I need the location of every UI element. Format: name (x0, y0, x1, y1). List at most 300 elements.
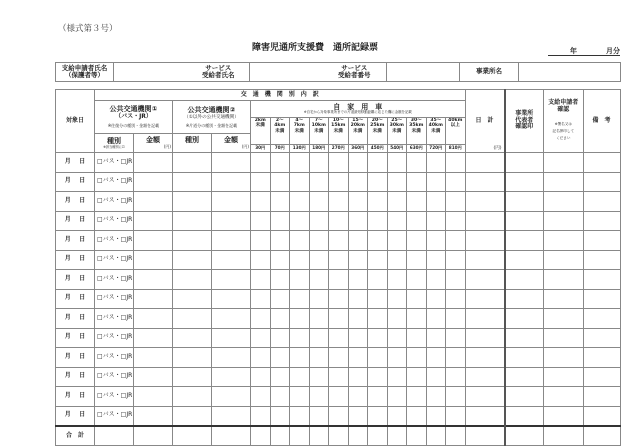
recipient-name-field[interactable] (250, 63, 323, 82)
entry-cell[interactable] (212, 328, 251, 348)
entry-cell[interactable] (465, 250, 505, 270)
entry-cell[interactable] (465, 211, 505, 231)
entry-cell[interactable] (348, 211, 368, 231)
entry-cell[interactable] (544, 250, 584, 270)
date-cell[interactable] (56, 172, 95, 192)
entry-cell[interactable] (544, 153, 584, 173)
entry-cell[interactable] (583, 231, 620, 251)
entry-cell[interactable] (329, 192, 349, 212)
entry-cell[interactable] (446, 289, 466, 309)
entry-cell[interactable] (329, 367, 349, 387)
entry-cell[interactable] (387, 270, 407, 290)
total-cell[interactable] (407, 426, 427, 446)
entry-cell[interactable] (173, 406, 212, 426)
transport-kind-checkboxes[interactable]: □バス・□JR (95, 250, 134, 270)
entry-cell[interactable] (309, 328, 329, 348)
entry-cell[interactable] (465, 192, 505, 212)
total-cell[interactable] (348, 426, 368, 446)
entry-cell[interactable] (270, 309, 290, 329)
entry-cell[interactable] (212, 309, 251, 329)
transport-kind-checkboxes[interactable]: □バス・□JR (95, 289, 134, 309)
entry-cell[interactable] (407, 289, 427, 309)
entry-cell[interactable] (426, 153, 446, 173)
entry-cell[interactable] (270, 367, 290, 387)
entry-cell[interactable] (329, 250, 349, 270)
entry-cell[interactable] (270, 211, 290, 231)
entry-cell[interactable] (309, 309, 329, 329)
date-cell[interactable] (56, 231, 95, 251)
date-cell[interactable] (56, 367, 95, 387)
entry-cell[interactable] (251, 172, 271, 192)
entry-cell[interactable] (134, 270, 173, 290)
date-cell[interactable] (56, 211, 95, 231)
entry-cell[interactable] (583, 289, 620, 309)
entry-cell[interactable] (407, 231, 427, 251)
entry-cell[interactable] (348, 172, 368, 192)
entry-cell[interactable] (387, 406, 407, 426)
entry-cell[interactable] (348, 406, 368, 426)
entry-cell[interactable] (309, 289, 329, 309)
entry-cell[interactable] (583, 211, 620, 231)
transport-kind-checkboxes[interactable]: □バス・□JR (95, 406, 134, 426)
date-cell[interactable] (56, 406, 95, 426)
entry-cell[interactable] (426, 211, 446, 231)
entry-cell[interactable] (309, 192, 329, 212)
entry-cell[interactable] (407, 270, 427, 290)
entry-cell[interactable] (270, 231, 290, 251)
entry-cell[interactable] (368, 231, 388, 251)
entry-cell[interactable] (544, 406, 584, 426)
entry-cell[interactable] (368, 367, 388, 387)
entry-cell[interactable] (270, 348, 290, 368)
entry-cell[interactable] (251, 153, 271, 173)
entry-cell[interactable] (465, 231, 505, 251)
entry-cell[interactable] (426, 172, 446, 192)
entry-cell[interactable] (348, 348, 368, 368)
total-cell[interactable] (583, 426, 620, 446)
entry-cell[interactable] (426, 328, 446, 348)
total-cell[interactable] (290, 426, 310, 446)
entry-cell[interactable] (270, 270, 290, 290)
applicant-name-field[interactable] (114, 63, 188, 82)
entry-cell[interactable] (387, 387, 407, 407)
entry-cell[interactable] (583, 406, 620, 426)
entry-cell[interactable] (251, 348, 271, 368)
entry-cell[interactable] (446, 231, 466, 251)
entry-cell[interactable] (290, 289, 310, 309)
entry-cell[interactable] (426, 406, 446, 426)
entry-cell[interactable] (544, 348, 584, 368)
transport-kind-checkboxes[interactable]: □バス・□JR (95, 192, 134, 212)
entry-cell[interactable] (270, 328, 290, 348)
entry-cell[interactable] (309, 231, 329, 251)
entry-cell[interactable] (446, 309, 466, 329)
total-cell[interactable] (426, 426, 446, 446)
entry-cell[interactable] (446, 270, 466, 290)
entry-cell[interactable] (368, 328, 388, 348)
entry-cell[interactable] (544, 289, 584, 309)
entry-cell[interactable] (583, 309, 620, 329)
entry-cell[interactable] (544, 387, 584, 407)
total-cell[interactable] (270, 426, 290, 446)
entry-cell[interactable] (446, 348, 466, 368)
entry-cell[interactable] (446, 153, 466, 173)
entry-cell[interactable] (387, 309, 407, 329)
entry-cell[interactable] (505, 348, 544, 368)
transport-kind-checkboxes[interactable]: □バス・□JR (95, 270, 134, 290)
entry-cell[interactable] (387, 348, 407, 368)
entry-cell[interactable] (251, 211, 271, 231)
entry-cell[interactable] (173, 153, 212, 173)
entry-cell[interactable] (348, 328, 368, 348)
entry-cell[interactable] (348, 309, 368, 329)
entry-cell[interactable] (387, 153, 407, 173)
transport-kind-checkboxes[interactable]: □バス・□JR (95, 172, 134, 192)
entry-cell[interactable] (446, 211, 466, 231)
entry-cell[interactable] (329, 309, 349, 329)
total-cell[interactable] (505, 426, 544, 446)
entry-cell[interactable] (426, 387, 446, 407)
date-cell[interactable] (56, 328, 95, 348)
entry-cell[interactable] (465, 289, 505, 309)
entry-cell[interactable] (387, 231, 407, 251)
entry-cell[interactable] (583, 387, 620, 407)
entry-cell[interactable] (407, 211, 427, 231)
entry-cell[interactable] (290, 250, 310, 270)
transport-kind-checkboxes[interactable]: □バス・□JR (95, 367, 134, 387)
entry-cell[interactable] (407, 387, 427, 407)
entry-cell[interactable] (505, 172, 544, 192)
entry-cell[interactable] (465, 328, 505, 348)
entry-cell[interactable] (505, 328, 544, 348)
entry-cell[interactable] (407, 406, 427, 426)
entry-cell[interactable] (387, 328, 407, 348)
entry-cell[interactable] (309, 367, 329, 387)
entry-cell[interactable] (173, 328, 212, 348)
entry-cell[interactable] (387, 289, 407, 309)
entry-cell[interactable] (465, 367, 505, 387)
entry-cell[interactable] (368, 172, 388, 192)
entry-cell[interactable] (309, 172, 329, 192)
entry-cell[interactable] (387, 192, 407, 212)
entry-cell[interactable] (426, 250, 446, 270)
entry-cell[interactable] (212, 387, 251, 407)
date-cell[interactable] (56, 348, 95, 368)
entry-cell[interactable] (309, 250, 329, 270)
entry-cell[interactable] (544, 231, 584, 251)
entry-cell[interactable] (544, 211, 584, 231)
total-cell[interactable] (465, 426, 505, 446)
entry-cell[interactable] (446, 192, 466, 212)
entry-cell[interactable] (212, 367, 251, 387)
entry-cell[interactable] (348, 250, 368, 270)
date-cell[interactable] (56, 153, 95, 173)
entry-cell[interactable] (387, 211, 407, 231)
entry-cell[interactable] (426, 367, 446, 387)
entry-cell[interactable] (290, 172, 310, 192)
entry-cell[interactable] (426, 192, 446, 212)
entry-cell[interactable] (134, 367, 173, 387)
entry-cell[interactable] (134, 211, 173, 231)
entry-cell[interactable] (544, 367, 584, 387)
entry-cell[interactable] (212, 211, 251, 231)
entry-cell[interactable] (426, 270, 446, 290)
entry-cell[interactable] (505, 406, 544, 426)
date-cell[interactable] (56, 250, 95, 270)
entry-cell[interactable] (329, 387, 349, 407)
entry-cell[interactable] (583, 328, 620, 348)
entry-cell[interactable] (134, 192, 173, 212)
total-cell[interactable] (251, 426, 271, 446)
entry-cell[interactable] (251, 367, 271, 387)
date-cell[interactable] (56, 289, 95, 309)
entry-cell[interactable] (212, 172, 251, 192)
entry-cell[interactable] (446, 328, 466, 348)
entry-cell[interactable] (329, 348, 349, 368)
entry-cell[interactable] (173, 270, 212, 290)
total-cell[interactable] (212, 426, 251, 446)
entry-cell[interactable] (348, 270, 368, 290)
entry-cell[interactable] (368, 348, 388, 368)
transport-kind-checkboxes[interactable]: □バス・□JR (95, 309, 134, 329)
entry-cell[interactable] (465, 348, 505, 368)
entry-cell[interactable] (251, 289, 271, 309)
entry-cell[interactable] (505, 250, 544, 270)
date-cell[interactable] (56, 309, 95, 329)
entry-cell[interactable] (368, 153, 388, 173)
entry-cell[interactable] (290, 231, 310, 251)
transport-kind-checkboxes[interactable]: □バス・□JR (95, 211, 134, 231)
entry-cell[interactable] (309, 153, 329, 173)
entry-cell[interactable] (212, 270, 251, 290)
entry-cell[interactable] (290, 309, 310, 329)
entry-cell[interactable] (290, 387, 310, 407)
entry-cell[interactable] (212, 348, 251, 368)
entry-cell[interactable] (251, 328, 271, 348)
entry-cell[interactable] (505, 270, 544, 290)
entry-cell[interactable] (134, 406, 173, 426)
entry-cell[interactable] (270, 192, 290, 212)
entry-cell[interactable] (368, 270, 388, 290)
transport-kind-checkboxes[interactable]: □バス・□JR (95, 348, 134, 368)
entry-cell[interactable] (583, 192, 620, 212)
entry-cell[interactable] (407, 367, 427, 387)
entry-cell[interactable] (329, 153, 349, 173)
entry-cell[interactable] (251, 250, 271, 270)
entry-cell[interactable] (290, 211, 310, 231)
entry-cell[interactable] (270, 289, 290, 309)
entry-cell[interactable] (505, 309, 544, 329)
entry-cell[interactable] (446, 250, 466, 270)
entry-cell[interactable] (212, 153, 251, 173)
entry-cell[interactable] (173, 289, 212, 309)
total-cell[interactable] (368, 426, 388, 446)
year-month-field[interactable] (548, 46, 620, 56)
entry-cell[interactable] (348, 289, 368, 309)
entry-cell[interactable] (505, 192, 544, 212)
entry-cell[interactable] (368, 309, 388, 329)
entry-cell[interactable] (465, 406, 505, 426)
entry-cell[interactable] (446, 387, 466, 407)
entry-cell[interactable] (173, 250, 212, 270)
entry-cell[interactable] (426, 231, 446, 251)
recipient-number-field[interactable] (387, 63, 460, 82)
entry-cell[interactable] (290, 270, 310, 290)
entry-cell[interactable] (583, 172, 620, 192)
entry-cell[interactable] (465, 153, 505, 173)
date-cell[interactable] (56, 192, 95, 212)
entry-cell[interactable] (134, 328, 173, 348)
entry-cell[interactable] (290, 328, 310, 348)
date-cell[interactable] (56, 270, 95, 290)
transport-kind-checkboxes[interactable]: □バス・□JR (95, 153, 134, 173)
entry-cell[interactable] (407, 348, 427, 368)
total-cell[interactable] (387, 426, 407, 446)
entry-cell[interactable] (426, 309, 446, 329)
entry-cell[interactable] (251, 270, 271, 290)
entry-cell[interactable] (348, 192, 368, 212)
entry-cell[interactable] (446, 406, 466, 426)
entry-cell[interactable] (505, 367, 544, 387)
entry-cell[interactable] (426, 289, 446, 309)
entry-cell[interactable] (387, 172, 407, 192)
entry-cell[interactable] (387, 250, 407, 270)
total-cell[interactable] (446, 426, 466, 446)
date-cell[interactable] (56, 387, 95, 407)
entry-cell[interactable] (368, 211, 388, 231)
entry-cell[interactable] (329, 406, 349, 426)
entry-cell[interactable] (270, 406, 290, 426)
entry-cell[interactable] (505, 387, 544, 407)
entry-cell[interactable] (212, 192, 251, 212)
entry-cell[interactable] (134, 309, 173, 329)
entry-cell[interactable] (290, 153, 310, 173)
entry-cell[interactable] (465, 387, 505, 407)
total-cell[interactable] (173, 426, 212, 446)
entry-cell[interactable] (465, 172, 505, 192)
entry-cell[interactable] (407, 309, 427, 329)
entry-cell[interactable] (173, 309, 212, 329)
entry-cell[interactable] (173, 211, 212, 231)
entry-cell[interactable] (368, 192, 388, 212)
entry-cell[interactable] (270, 387, 290, 407)
entry-cell[interactable] (329, 231, 349, 251)
entry-cell[interactable] (544, 309, 584, 329)
entry-cell[interactable] (446, 172, 466, 192)
total-cell[interactable] (95, 426, 134, 446)
total-cell[interactable] (134, 426, 173, 446)
entry-cell[interactable] (583, 153, 620, 173)
entry-cell[interactable] (251, 406, 271, 426)
entry-cell[interactable] (290, 192, 310, 212)
entry-cell[interactable] (583, 270, 620, 290)
transport-kind-checkboxes[interactable]: □バス・□JR (95, 387, 134, 407)
entry-cell[interactable] (407, 328, 427, 348)
entry-cell[interactable] (505, 211, 544, 231)
entry-cell[interactable] (251, 387, 271, 407)
entry-cell[interactable] (212, 289, 251, 309)
entry-cell[interactable] (544, 270, 584, 290)
entry-cell[interactable] (329, 211, 349, 231)
entry-cell[interactable] (134, 250, 173, 270)
entry-cell[interactable] (251, 309, 271, 329)
entry-cell[interactable] (173, 348, 212, 368)
transport-kind-checkboxes[interactable]: □バス・□JR (95, 231, 134, 251)
entry-cell[interactable] (134, 348, 173, 368)
entry-cell[interactable] (348, 231, 368, 251)
entry-cell[interactable] (270, 172, 290, 192)
entry-cell[interactable] (505, 231, 544, 251)
entry-cell[interactable] (134, 289, 173, 309)
total-cell[interactable] (309, 426, 329, 446)
entry-cell[interactable] (173, 367, 212, 387)
entry-cell[interactable] (270, 153, 290, 173)
entry-cell[interactable] (290, 367, 310, 387)
entry-cell[interactable] (544, 192, 584, 212)
entry-cell[interactable] (583, 348, 620, 368)
entry-cell[interactable] (407, 250, 427, 270)
transport-kind-checkboxes[interactable]: □バス・□JR (95, 328, 134, 348)
entry-cell[interactable] (465, 270, 505, 290)
entry-cell[interactable] (505, 153, 544, 173)
entry-cell[interactable] (212, 406, 251, 426)
entry-cell[interactable] (368, 250, 388, 270)
entry-cell[interactable] (212, 250, 251, 270)
entry-cell[interactable] (134, 153, 173, 173)
entry-cell[interactable] (134, 387, 173, 407)
total-cell[interactable] (544, 426, 584, 446)
entry-cell[interactable] (583, 250, 620, 270)
office-name-field[interactable] (519, 63, 621, 82)
entry-cell[interactable] (309, 406, 329, 426)
entry-cell[interactable] (309, 270, 329, 290)
entry-cell[interactable] (583, 367, 620, 387)
entry-cell[interactable] (309, 211, 329, 231)
entry-cell[interactable] (465, 309, 505, 329)
entry-cell[interactable] (173, 192, 212, 212)
entry-cell[interactable] (329, 172, 349, 192)
entry-cell[interactable] (173, 387, 212, 407)
entry-cell[interactable] (251, 192, 271, 212)
entry-cell[interactable] (387, 367, 407, 387)
entry-cell[interactable] (251, 231, 271, 251)
entry-cell[interactable] (348, 153, 368, 173)
entry-cell[interactable] (134, 231, 173, 251)
entry-cell[interactable] (348, 387, 368, 407)
entry-cell[interactable] (290, 406, 310, 426)
entry-cell[interactable] (329, 270, 349, 290)
entry-cell[interactable] (368, 289, 388, 309)
entry-cell[interactable] (368, 406, 388, 426)
entry-cell[interactable] (134, 172, 173, 192)
entry-cell[interactable] (348, 367, 368, 387)
entry-cell[interactable] (173, 231, 212, 251)
entry-cell[interactable] (505, 289, 544, 309)
entry-cell[interactable] (426, 348, 446, 368)
entry-cell[interactable] (446, 367, 466, 387)
entry-cell[interactable] (407, 153, 427, 173)
entry-cell[interactable] (329, 328, 349, 348)
entry-cell[interactable] (173, 172, 212, 192)
entry-cell[interactable] (329, 289, 349, 309)
total-cell[interactable] (329, 426, 349, 446)
entry-cell[interactable] (407, 192, 427, 212)
entry-cell[interactable] (212, 231, 251, 251)
entry-cell[interactable] (270, 250, 290, 270)
entry-cell[interactable] (368, 387, 388, 407)
entry-cell[interactable] (544, 328, 584, 348)
entry-cell[interactable] (290, 348, 310, 368)
